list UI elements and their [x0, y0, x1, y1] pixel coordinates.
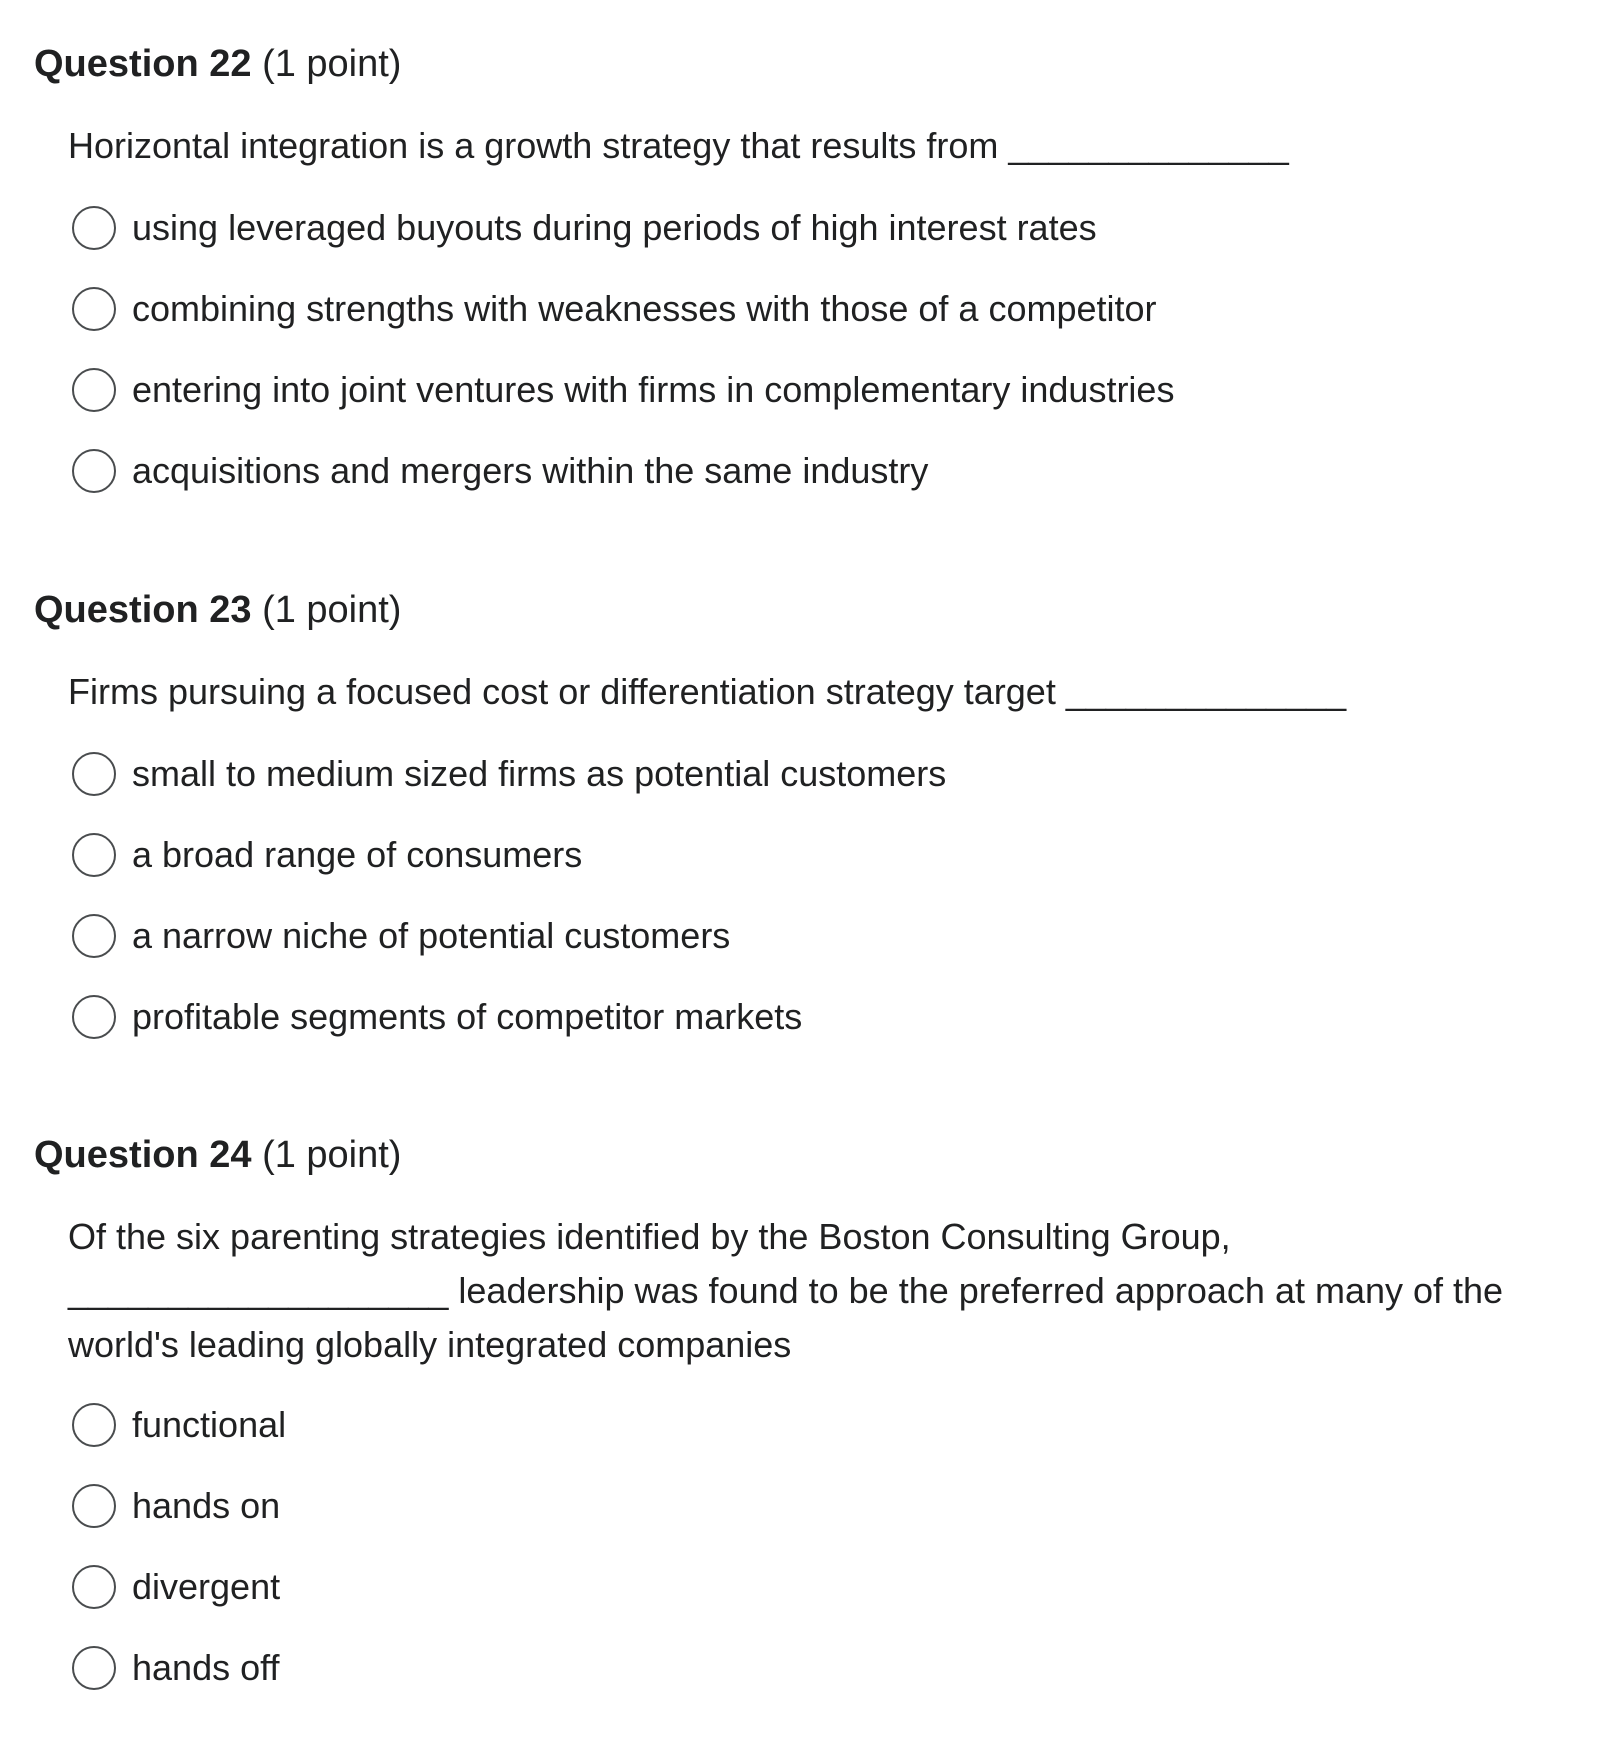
option-label: a narrow niche of potential customers — [132, 914, 731, 956]
radio-button[interactable] — [72, 1565, 116, 1609]
answer-option[interactable] — [72, 1384, 286, 1465]
question-prompt: Firms pursuing a focused cost or differentiation strategy target ______________ — [68, 671, 1347, 712]
question-header — [34, 1133, 1574, 1177]
question-23 — [34, 588, 1574, 1037]
option-label: combining strengths with weaknesses with those of a competitor — [132, 287, 1157, 329]
option-label: hands off — [132, 1646, 280, 1688]
answer-option[interactable] — [72, 349, 1174, 430]
radio-button[interactable] — [72, 368, 116, 412]
radio-button[interactable] — [72, 1484, 116, 1528]
question-points: (1 point) — [262, 589, 402, 631]
option-label: functional — [132, 1403, 287, 1445]
radio-button[interactable] — [72, 752, 116, 796]
option-label: acquisitions and mergers within the same industry — [132, 449, 929, 491]
question-title: Question 22 — [34, 43, 252, 85]
answer-option[interactable] — [72, 187, 1174, 268]
question-points: (1 point) — [262, 1134, 402, 1176]
answer-option[interactable] — [72, 976, 946, 1057]
option-label: using leveraged buyouts during periods of high interest rates — [132, 206, 1097, 248]
question-header — [34, 588, 1574, 632]
question-prompt: Of the six parenting strategies identified by the Boston Consulting Group, ___________________ leadership was found to be the preferred approach at many of the world's leading globally integrated companies — [68, 1216, 1504, 1365]
answer-option[interactable] — [72, 895, 946, 976]
radio-button[interactable] — [72, 1403, 116, 1447]
question-22 — [34, 42, 1574, 491]
radio-button[interactable] — [72, 449, 116, 493]
radio-button[interactable] — [72, 1646, 116, 1690]
radio-button[interactable] — [72, 914, 116, 958]
option-label: a broad range of consumers — [132, 833, 583, 875]
answer-option[interactable] — [72, 1627, 286, 1708]
answer-option[interactable] — [72, 814, 946, 895]
answer-options — [72, 187, 1174, 511]
answer-option[interactable] — [72, 1465, 286, 1546]
option-label: hands on — [132, 1484, 281, 1526]
radio-button[interactable] — [72, 206, 116, 250]
option-label: profitable segments of competitor markets — [132, 995, 803, 1037]
question-title: Question 24 — [34, 1134, 252, 1176]
radio-button[interactable] — [72, 833, 116, 877]
radio-button[interactable] — [72, 995, 116, 1039]
answer-options — [72, 733, 946, 1057]
radio-button[interactable] — [72, 287, 116, 331]
answer-option[interactable] — [72, 733, 946, 814]
option-label: entering into joint ventures with firms in complementary industries — [132, 368, 1175, 410]
option-label: small to medium sized firms as potential customers — [132, 752, 947, 794]
answer-option[interactable] — [72, 1546, 286, 1627]
answer-option[interactable] — [72, 268, 1174, 349]
option-label: divergent — [132, 1565, 281, 1607]
question-points: (1 point) — [262, 43, 402, 85]
question-header — [34, 42, 1574, 86]
answer-option[interactable] — [72, 430, 1174, 511]
question-title: Question 23 — [34, 589, 252, 631]
question-24 — [34, 1133, 1574, 1688]
answer-options — [72, 1384, 286, 1708]
question-prompt: Horizontal integration is a growth strategy that results from ______________ — [68, 125, 1289, 166]
